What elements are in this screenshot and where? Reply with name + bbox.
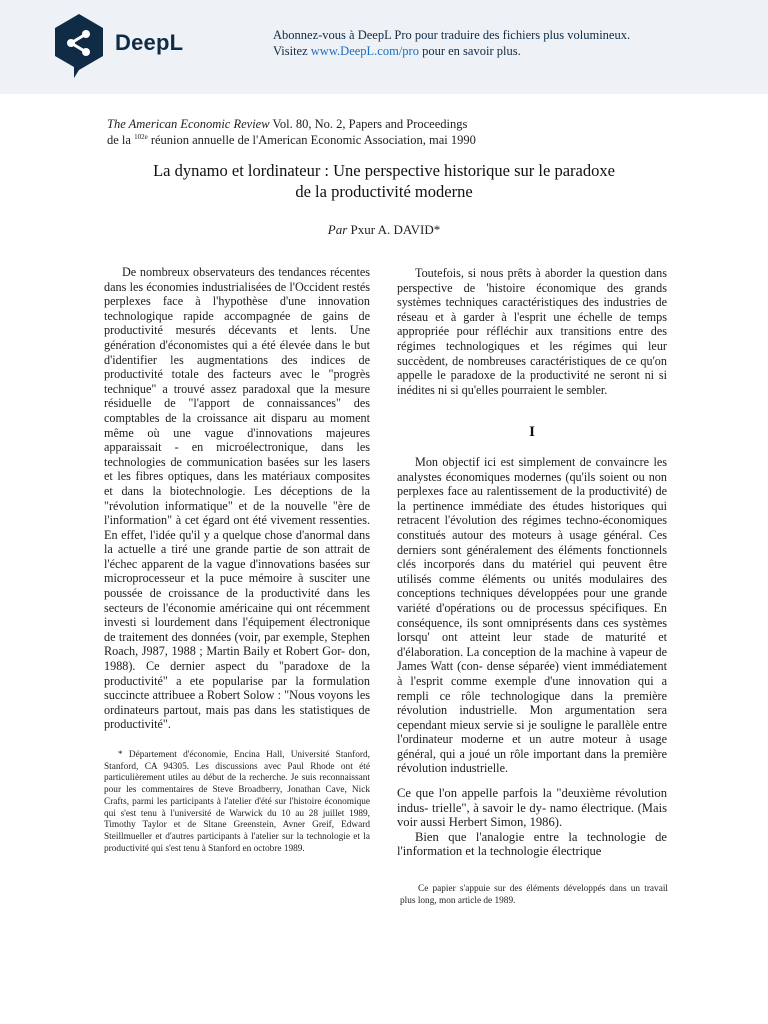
right-paragraph-1: Toutefois, si nous prêts à aborder la question dans perspective de 'histoire économique des grands systèmes techniques caractéristiques des industries de réseau et à garder à l'esprit une échelle de temps appropriée pour réfléchir aux transitions entre des régimes technologiques et les régimes qui leur succèdent, de nombreuses caractéristiques de ce qu'on appelle le paradoxe de la productivité ne seront ni si inédites ni si qu'elles pourraient le sembler. xyxy=(397,266,667,397)
citation-meeting: réunion annuelle de l'American Economic Association, mai 1990 xyxy=(150,133,476,147)
author-prefix: Par xyxy=(327,222,348,237)
deepl-logo-text: DeepL xyxy=(115,30,184,55)
title-line-2: de la productivité moderne xyxy=(295,182,473,201)
author-name: Pxur A. DAVID* xyxy=(350,222,441,237)
section-heading: I xyxy=(529,424,535,440)
deepl-logo-icon[interactable] xyxy=(52,12,106,80)
right-column-intro xyxy=(397,266,667,397)
right-paragraph-2: Mon objectif ici est simplement de convaincre les analystes économiques modernes (qu'ils soient ou non perplexes face au ralentissement de la productivité) de la pertinence immédiate des études historiques qui retracent l'évolution des régimes techno-économiques constitués autour des moteurs à usage général. Ces derniers sont généralement des éléments fonctionnels clés incorporés dans du matériel qui peuvent être utilisés comme éléments ou unités modulaires des conceptions techniques développées pour une grande variété d'opérations ou de processus spécifiques. En conséquence, ils sont omniprésents dans ces systèmes lorsqu' ont atteint leur stade de maturité et d'élaboration. La conception de la machine à vapeur de James Watt (con- dense séparée) vient immédiatement à l'esprit comme exemple d'une innovation qui a rempli ce rôle technologique dans la première révolution industrielle. Mon argumentation sera cependant mieux servie si je souligne le parallèle entre l'ordinateur moderne et un autre moteur à usage général, qui a joué un rôle important dans la première révolution industrielle. xyxy=(397,455,667,776)
citation-volume: Vol. 80, No. 2, Papers and Proceedings xyxy=(272,117,468,131)
left-paragraph: De nombreux observateurs des tendances récentes dans les économies industrialisées de l'Occident restés perplexes face à l'hypothèse d'une innovation technologique rapide accompagnée de gains de productivité mesurés décevants et lents. Une génération d'économistes qui a été élevée dans le but d'identifier les augmentations des indices de productivité totale des facteurs avec le "progrès technique" a trouvé assez paradoxal que la mesure résiduelle de "l'apport de connaissances" des comptables de la croissance ait disparu au moment même où une vague d'innovations majeures apparaissait - en microélectronique, dans les technologies de communication basées sur les lasers et les fibres optiques, dans les matériaux composites et dans la biotechnologie. Les déceptions de la "révolution informatique" et de la nouvelle "ère de l'information" à cet égard ont été vivement ressenties. En effet, l'idée qu'il y a quelque chose d'anormal dans la actuelle a tiré une grande partie de son attrait de l'échec apparent de la vague d'innovations basées sur microprocesseur et la puce mémoire à susciter une poussée de croissance de la productivité dans les secteurs de l'économie américaine qui ont récemment investi si lourdement dans l'équipement électronique de traitement des données (voir, par exemple, Stephen Roach, J987, 1988 ; Martin Baily et Robert Gor- don, 1988). Ce dernier aspect du "paradoxe de la productivité" a ete popularise par la formulation succincte attribuee a Robert Solow : "Nous voyons les ordinateurs partout, mais pas dans les statistiques de productivité". xyxy=(104,265,370,732)
promo-line-1: Abonnez-vous à DeepL Pro pour traduire des fichiers plus volumineux. xyxy=(273,28,631,42)
left-footnote-text: * Département d'économie, Encina Hall, Université Stanford, Stanford, CA 94305. Les discussions avec Paul Rhode ont été particulièrement utiles au début de la recherche. Je suis reconnaissant pour les commentaires de Steve Broadberry, Jonathan Cave, Nick Crafts, parmi les participants à l'atelier d'été sur l'histoire économique qui s'est tenu à l'université de Warwick du 10 au 28 juillet 1989, Timothy Taylor et de Sltane Greenstein, Avner Greif, Edward Steillmueller et d'autres participants à l'atelier sur la technologie et la productivité qui s'est tenu à Stanford en octobre 1989. xyxy=(104,750,370,854)
right-column-continued xyxy=(397,786,667,859)
citation-line-1 xyxy=(107,116,476,132)
left-footnote xyxy=(104,750,370,855)
deepl-pro-link[interactable]: www.DeepL.com/pro xyxy=(310,44,419,58)
journal-citation xyxy=(107,116,476,148)
right-paragraph-4: Bien que l'analogie entre la technologie de l'information et la technologie électrique xyxy=(397,829,667,858)
promo-prefix: Visitez xyxy=(273,44,308,58)
journal-name: The American Economic Review xyxy=(107,117,270,131)
promo-suffix: pour en savoir plus. xyxy=(422,44,521,58)
left-column xyxy=(104,265,370,732)
right-footnote xyxy=(400,884,668,907)
right-paragraph-3: Ce que l'on appelle parfois la "deuxième révolution indus- trielle", à savoir le dy- namo électrique. (Mais voir aussi Herbert Simon, 1986). xyxy=(397,786,667,829)
deepl-banner xyxy=(0,0,768,94)
right-footnote-text: Ce papier s'appuie sur des éléments développés dans un travail plus long, mon article de 1989. xyxy=(400,884,668,906)
citation-prefix: de la xyxy=(107,133,131,147)
citation-line-2 xyxy=(107,132,476,148)
promo-line-2 xyxy=(273,43,630,59)
right-column-section xyxy=(397,455,667,776)
citation-ordinal: 102e xyxy=(134,132,148,141)
paper-title xyxy=(0,160,768,202)
author-line xyxy=(0,222,768,238)
promo-message xyxy=(273,27,630,59)
title-line-1: La dynamo et lordinateur : Une perspective historique sur le paradoxe xyxy=(153,161,615,180)
